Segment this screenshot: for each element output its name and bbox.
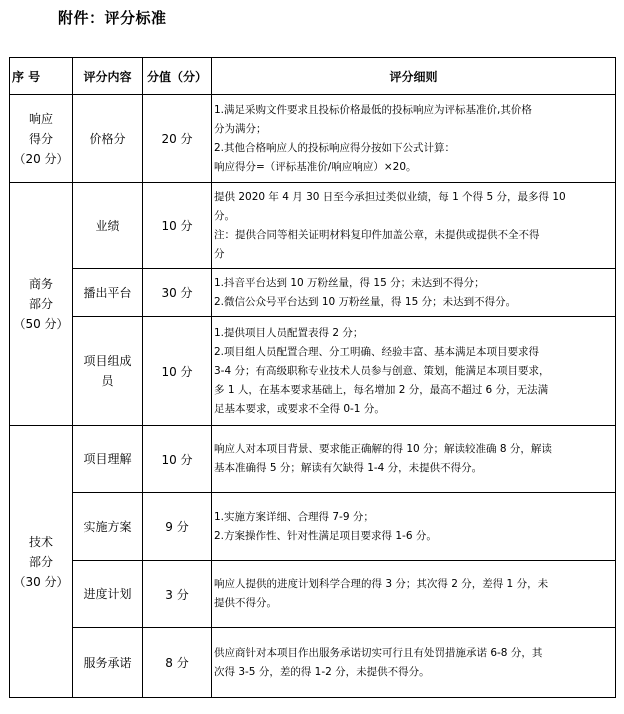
- table-row: [10, 95, 616, 183]
- score-cell: 10 分: [143, 183, 212, 269]
- table-row: [10, 493, 616, 561]
- score-cell: 3 分: [143, 561, 212, 628]
- header-content: 评分内容: [73, 58, 143, 95]
- category-cell: 响应 得分 （20 分）: [10, 95, 73, 183]
- score-cell: 10 分: [143, 426, 212, 493]
- header-detail: 评分细则: [212, 58, 616, 95]
- item-cell: 进度计划: [73, 561, 143, 628]
- detail-cell: 响应人提供的进度计划科学合理的得 3 分；其次得 2 分，差得 1 分，未 提供不得分。: [212, 561, 616, 628]
- detail-cell: 供应商针对本项目作出服务承诺切实可行且有处罚措施承诺 6-8 分，其 次得 3-5 分，差的得 1-2 分，未提供不得分。: [212, 628, 616, 698]
- detail-cell: 响应人对本项目背景、要求能正确解的得 10 分；解读较准确 8 分，解读 基本准确得 5 分；解读有欠缺得 1-4 分，未提供不得分。: [212, 426, 616, 493]
- table-row: [10, 561, 616, 628]
- table-row: [10, 426, 616, 493]
- table-row: [10, 183, 616, 269]
- header-score: 分值（分）: [143, 58, 212, 95]
- item-cell: 实施方案: [73, 493, 143, 561]
- item-cell: 项目理解: [73, 426, 143, 493]
- table-row: [10, 628, 616, 698]
- category-cell: 商务 部分 （50 分）: [10, 183, 73, 426]
- scoring-table: [9, 57, 616, 698]
- item-cell: 价格分: [73, 95, 143, 183]
- detail-cell: 1.抖音平台达到 10 万粉丝量，得 15 分；未达到不得分； 2.微信公众号平台达到 10 万粉丝量，得 15 分；未达到不得分。: [212, 269, 616, 317]
- detail-cell: 1.实施方案详细、合理得 7-9 分； 2.方案操作性、针对性满足项目要求得 1-6 分。: [212, 493, 616, 561]
- score-cell: 8 分: [143, 628, 212, 698]
- detail-cell: 1.提供项目人员配置表得 2 分； 2.项目组人员配置合理、分工明确、经验丰富、基本满足本项目要求得 3-4 分；有高级职称专业技术人员参与创意、策划，能满足本项目要求， 多 1 人，在基本要求基础上，每名增加 2 分，最高不超过 6 分，无法满 足基本要求，或要求不全得 0-1 分。: [212, 317, 616, 426]
- score-cell: 30 分: [143, 269, 212, 317]
- table-row: [10, 317, 616, 426]
- item-cell: 业绩: [73, 183, 143, 269]
- category-cell: 技术 部分 （30 分）: [10, 426, 73, 698]
- header-seq: 序 号: [10, 58, 73, 95]
- detail-cell: 1.满足采购文件要求且投标价格最低的投标响应为评标基准价,其价格 分为满分； 2.其他合格响应人的投标响应得分按如下公式计算： 响应得分=（评标基准价/响应响应）×20。: [212, 95, 616, 183]
- score-cell: 20 分: [143, 95, 212, 183]
- table-row: [10, 269, 616, 317]
- item-cell: 播出平台: [73, 269, 143, 317]
- item-cell: 项目组成员: [73, 317, 143, 426]
- detail-cell: 提供 2020 年 4 月 30 日至今承担过类似业绩，每 1 个得 5 分，最多得 10 分。 注：提供合同等相关证明材料复印件加盖公章，未提供或提供不全不得 分: [212, 183, 616, 269]
- item-cell: 服务承诺: [73, 628, 143, 698]
- page-title: 附件：评分标准: [58, 9, 167, 27]
- score-cell: 10 分: [143, 317, 212, 426]
- header-row: [10, 58, 616, 95]
- score-cell: 9 分: [143, 493, 212, 561]
